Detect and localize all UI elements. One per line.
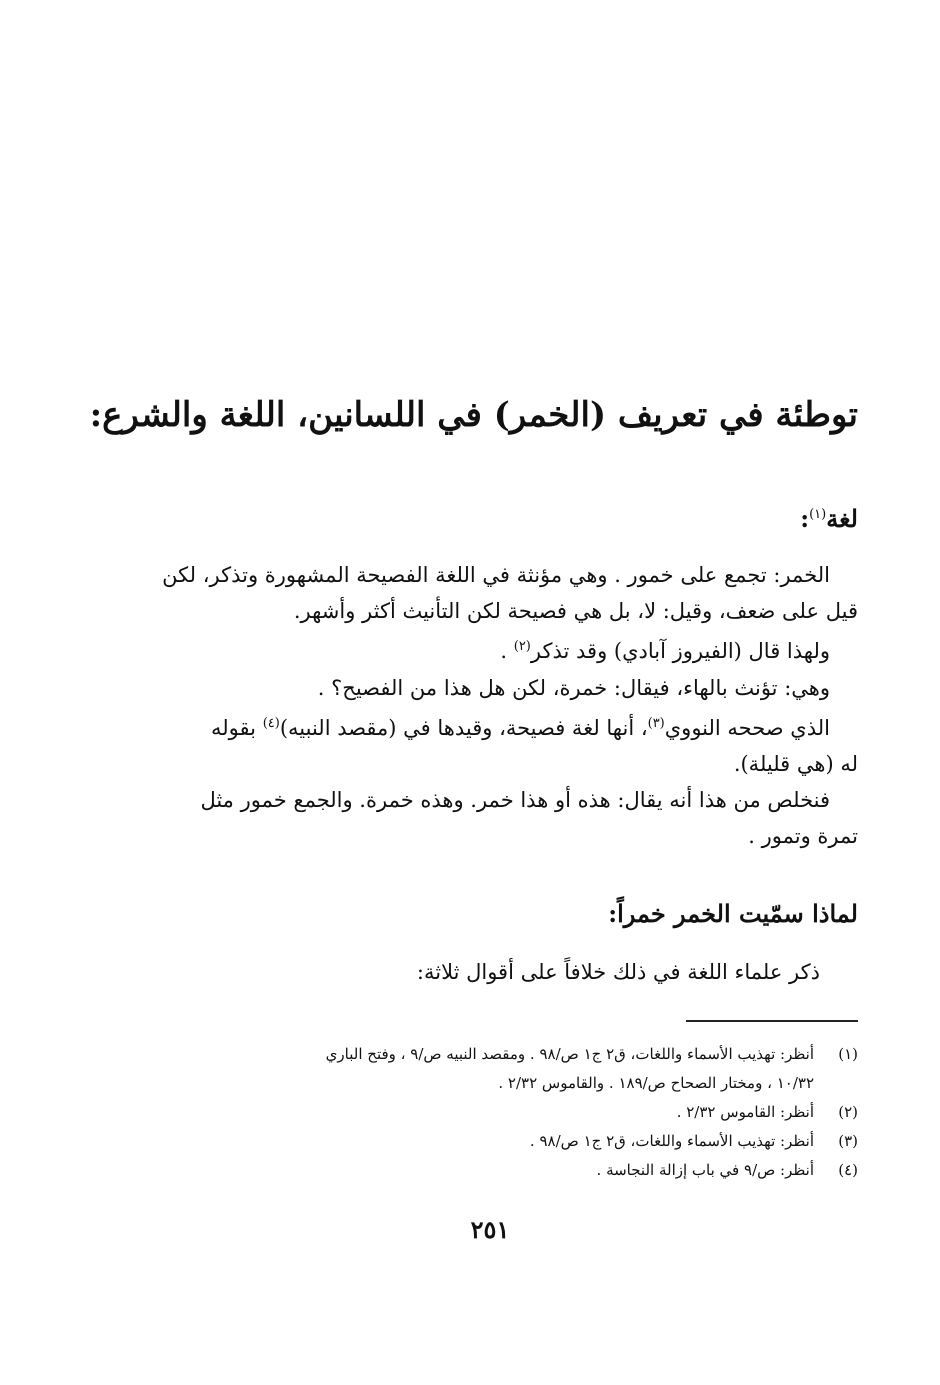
footnote-text: أنظر: ص/٩ في باب إزالة النجاسة . <box>596 1161 814 1179</box>
page-number: ٢٥١ <box>470 1215 510 1244</box>
footnote-text: أنظر: تهذيب الأسماء واللغات، ق٢ ج١ ص/٩٨ . <box>529 1132 814 1150</box>
footnote-number: (١) <box>838 1045 858 1063</box>
section-heading-language <box>800 495 858 539</box>
footnote-text: أنظر: تهذيب الأسماء واللغات، ق٢ ج١ ص/٩٨ . ومقصد النبيه ص/٩ ، وفتح الباري <box>325 1045 814 1063</box>
footnote-text: أنظر: القاموس ٢/٣٢ . <box>676 1103 814 1121</box>
paragraph-line-4: وهي: تؤنث بالهاء، فيقال: خمرة، لكن هل هذا من الفصيح؟ . <box>317 675 830 700</box>
body-text <box>158 557 858 855</box>
line-5-text-a: الذي صححه النووي <box>664 715 830 740</box>
line-5-text-c: بقوله <box>211 715 256 740</box>
footnote-3 <box>158 1127 858 1156</box>
footnote-1 <box>158 1040 858 1069</box>
footnotes <box>158 1040 858 1185</box>
paragraph-line-1: الخمر: تجمع على خمور . وهي مؤنثة في اللغة الفصيحة المشهورة وتذكر، لكن <box>162 563 830 587</box>
footnote-ref-1[interactable]: (١) <box>809 507 827 522</box>
line-3-text: ولهذا قال (الفيروز آبادي) وقد تذكر <box>530 639 830 664</box>
footnote-ref-4[interactable]: (٤) <box>262 715 280 731</box>
page-title: توطئة في تعريف (الخمر) في اللسانين، اللغة والشرع: <box>89 395 858 435</box>
section-intro-text: ذكر علماء اللغة في ذلك خلافاً على أقوال ثلاثة: <box>416 960 820 984</box>
footnote-4 <box>158 1156 858 1185</box>
footnote-1-continued <box>158 1069 858 1098</box>
footnote-number: (٢) <box>838 1103 858 1121</box>
line-3-end: . <box>500 639 514 664</box>
heading-colon: : <box>800 504 810 533</box>
footnote-text: ١٠/٣٢ ، ومختار الصحاح ص/١٨٩ . والقاموس ٢/٣٢ . <box>498 1074 814 1092</box>
section-heading-naming: لماذا سمّيت الخمر خمراً: <box>608 899 858 928</box>
paragraph-line-5 <box>158 706 858 746</box>
footnote-ref-3[interactable]: (٣) <box>647 715 665 731</box>
paragraph-line-7: فنخلص من هذا أنه يقال: هذه أو هذا خمر. وهذه خمرة. والجمع خمور مثل <box>200 788 830 813</box>
footnote-2 <box>158 1098 858 1127</box>
footnote-ref-2[interactable]: (٢) <box>513 639 531 655</box>
section-heading-label: لغة <box>826 504 858 533</box>
paragraph-line-6: له (هي قليلة). <box>733 752 858 777</box>
paragraph-line-2: قيل على ضعف، وقيل: لا، بل هي فصيحة لكن التأنيث أكثر وأشهر. <box>293 599 858 624</box>
line-5-text-b: ، أنها لغة فصيحة، وقيدها في (مقصد النبيه) <box>279 715 648 740</box>
footnote-number: (٤) <box>838 1161 858 1179</box>
footnote-divider <box>686 1020 858 1022</box>
paragraph-line-8: تمرة وتمور . <box>748 824 858 849</box>
footnote-number: (٣) <box>838 1132 858 1150</box>
paragraph-line-3 <box>158 629 858 669</box>
